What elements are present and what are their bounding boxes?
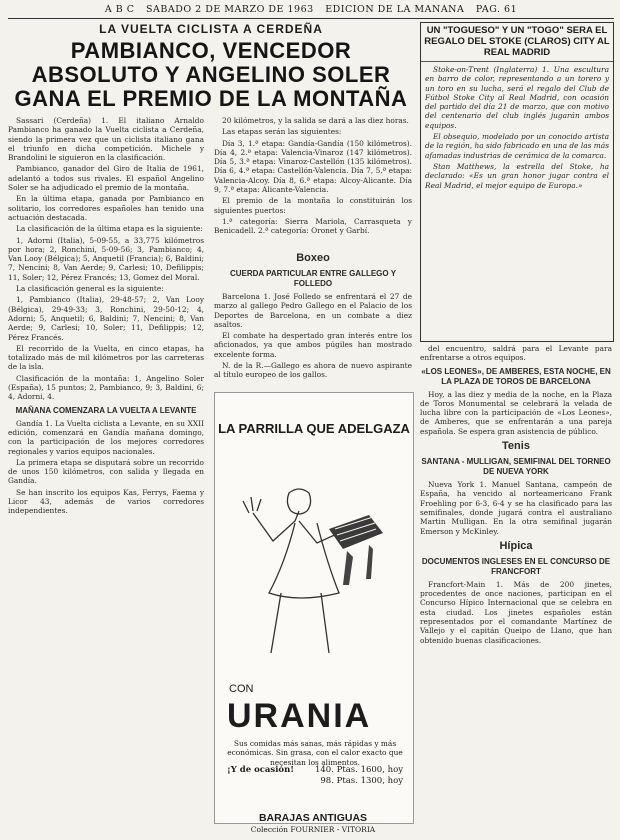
levante-paragraph: Día 3, 1.ª etapa: Gandía-Gandía (150 kilómetros). Día 4, 2.ª etapa: Valencia-Vinaroz (147 kilómetros). Día 5, 3.ª etapa: Vinaroz-Castellón (135 kilómetros). Día 6, 4.ª etapa: Castellón-Valencia. Día 7, 5.ª etapa: Valencia-Alcoy. Día 8, 6.ª etapa: Alcoy-Alicante. Día 9, 7.ª etapa: Alicante-Valencia.: [214, 138, 412, 195]
main-story-paragraph: Clasificación de la montaña: 1, Angelino Soler (España), 15 puntos; 2, Pambianco, 9; 3, Baldini, 6; 4, Adorni, 4.: [8, 373, 204, 402]
levante-subhead: MAÑANA COMENZARA LA VUELTA A LEVANTE: [15, 405, 197, 415]
cards-ad-title: BARAJAS ANTIGUAS: [258, 812, 368, 824]
football-boxed-story: [420, 22, 614, 342]
main-story-header: [8, 22, 414, 115]
ad-prefix: CON: [229, 683, 254, 695]
main-story-paragraph: Sassari (Cerdeña) 1. El italiano Arnaldo Pambianco ha ganado la Vuelta ciclista a Cerdeña, siendo la primera vez que un ciclista italiano gana el triunfo en dicha competición. Michele y Brandolini le siguieron en la clasificación.: [8, 116, 204, 163]
equestrian-headline: DOCUMENTOS INGLESES EN EL CONCURSO DE FRANCFORT: [421, 556, 611, 576]
ad-slogan: LA PARRILLA QUE ADELGAZA: [218, 421, 410, 436]
levante-paragraph: Gandía 1. La Vuelta ciclista a Levante, en su XXII edición, comenzará en Gandía mañana domingo, con la participación de los mejores corredores regionales y varios equipos nacionales.: [8, 418, 204, 456]
levante-paragraph: La primera etapa se disputará sobre un recorrido de unos 150 kilómetros, con salida y llegada en Gandía.: [8, 457, 204, 486]
boxing-paragraph: El combate ha despertado gran interés entre los aficionados, ya que ambos púgiles han mostrado excelente forma.: [214, 331, 412, 359]
woman-with-grill-illustration: [229, 473, 399, 673]
equestrian-section-title: Hípica: [499, 539, 533, 552]
boxing-headline: CUERDA PARTICULAR ENTRE GALLEGO Y FOLLEDO: [229, 269, 397, 288]
ad-price-label: ¡Y de ocasión!: [227, 765, 295, 775]
right-column: [420, 344, 612, 836]
boxing-paragraph: N. de la R.—Gallego es ahora de nuevo aspirante al título europeo de los gallos.: [214, 361, 412, 380]
equestrian-text: Francfort-Main 1. Más de 200 jinetes, procedentes de once naciones, participan en el Concurso Hípico Internacional que se celebra en esta ciudad. Los jinetes españoles están representados por el comandante Martínez de Vallejo y el capitán Queipo de Llano, que han obtenido buenas clasificaciones.: [420, 579, 612, 645]
boxing-section-title: Boxeo: [296, 252, 330, 264]
ad-price-amount: 140. Ptas. 1600, hoy: [314, 765, 403, 775]
boxing-paragraph: Barcelona 1. José Folledo se enfrentará el 27 de marzo al gallego Pedro Gallego en el Palacio de los Deportes de Barcelona, en un combate a diez asaltos.: [214, 292, 412, 329]
cards-ad-subtitle: Colección FOURNIER - VITORIA: [250, 825, 376, 834]
ad-price-row: [227, 765, 403, 776]
football-paragraph: El obsequio, modelado por un conocido artista de la región, ha sido fabricado en una de las más afamadas industrias de cerámica de la comarca.: [425, 132, 609, 160]
col3-intro: del encuentro, saldrá para el Levante para enfrentarse a otros equipos.: [420, 344, 612, 363]
wrestling-text: Hoy, a las diez y media de la noche, en la Plaza de Toros Monumental se celebrará la velada de lucha libre con la participación de «Los Leones», de Amberes, que se enfrentarán a una pareja española. Se espera gran asistencia de público.: [420, 389, 612, 436]
main-story-paragraph: 1, Pambianco (Italia), 29-48-57; 2, Van Looy (Bélgica), 29-49-33; 3, Ronchini, 29-50-12; 4, Adorni; 5, Anquetil; 6, Baldini; 7, Nencini; 8, Van Aerde; 9, Carlesi; 10, Soler; 11, Defilippis; 12, Pérez Francés.: [8, 295, 204, 342]
folio-paper: A B C: [104, 4, 135, 15]
levante-paragraph: Se han inscrito los equipos Kas, Ferrys, Faema y Licor 43, además de varios corredores independientes.: [8, 487, 204, 516]
ad-prices: [227, 765, 403, 787]
page-folio: [8, 4, 614, 19]
main-story-headline: PAMBIANCO, VENCEDOR ABSOLUTO Y ANGELINO SOLER GANA EL PREMIO DE LA MONTAÑA: [14, 38, 408, 111]
folio-date: SABADO 2 DE MARZO DE 1963: [146, 4, 314, 15]
football-body: [421, 62, 613, 195]
main-story-paragraph: 1, Adorni (Italia), 5-09-55, a 33,775 kilómetros por hora; 2, Ronchini, 5-09-56; 3, Pambianco; 4, Van Looy (Bélgica); 5, Anquetil (Francia); 6, Baldini; 7, Nencini; 8, Van Aerde; 9, Carlesi; 10, Defilippis; 11, Soler; 12, Pérez Francés; 13, Gomez del Moral.: [8, 235, 204, 282]
ad-brand: URANIA: [227, 697, 372, 735]
main-story-paragraph: Pambianco, ganador del Giro de Italia de 1961, adelantó a todos sus rivales. El español Angelino Soler se ha adjudicado el premio de la montaña.: [8, 164, 204, 193]
ad-price-amount: 98. Ptas. 1300, hoy: [320, 776, 403, 786]
levante-paragraph: Las etapas serán las siguientes:: [222, 127, 342, 137]
tennis-text: Nueva York 1. Manuel Santana, campeón de España, ha vencido al norteamericano Frank Froehling por 6-3, 6-4 y se ha clasificado para las semifinales, donde jugará contra el australiano Martin Mulligan. En la otra semifinal jugarán Emerson y McKinley.: [420, 480, 612, 536]
football-headline: UN "TOGUESO" Y UN "TOGO" SERA EL REGALO DEL STOKE (CLAROS) CITY AL REAL MADRID: [421, 23, 613, 62]
main-story-kicker: LA VUELTA CICLISTA A CERDEÑA: [99, 22, 323, 36]
football-paragraph: Stan Matthews, la estrella del Stoke, ha declarado: «Es un gran honor jugar contra el Real Madrid, el mejor equipo de Europa.»: [425, 161, 609, 190]
ad-price-row: [227, 776, 403, 787]
wrestling-headline: «LOS LEONES», DE AMBERES, ESTA NOCHE, EN LA PLAZA DE TOROS DE BARCELONA: [421, 366, 611, 386]
boxing-column: [214, 248, 412, 386]
main-story-paragraph: El recorrido de la Vuelta, en cinco etapas, ha totalizado más de mil kilómetros por las carreteras de la isla.: [8, 343, 204, 372]
main-story-paragraph: En la última etapa, ganada por Pambianco en solitario, los corredores españoles han tenido una actuación destacada.: [8, 194, 204, 222]
levante-paragraph: 20 kilómetros, y la salida se dará a las diez horas.: [222, 116, 409, 125]
ad-description: Sus comidas más sanas, más rápidas y más económicas. Sin grasa, con el calor exacto que necesitan los alimentos.: [227, 739, 403, 767]
levante-paragraph: El premio de la montaña lo constituirán los siguientes puertos:: [214, 196, 412, 215]
football-paragraph: Stoke-on-Trent (Inglaterra) 1. Una escultura en barro de color, representando a un torero y un toro en su lucha, será el regalo del Club de Fútbol Stoke City al Real Madrid, con ocasión del partido del día 21 de marzo, que con motivo del centenario del club inglés jugarán ambos equipos.: [425, 65, 609, 130]
main-story-paragraph: La clasificación general es la siguiente:: [16, 284, 164, 294]
main-story-column-1: [8, 116, 204, 836]
levante-paragraph: 1.ª categoría: Sierra Mariola, Carrasqueta y Benicadell. 2.ª categoría: Oronet y Garbí.: [214, 216, 412, 236]
folio-edition: EDICION DE LA MAÑANA: [325, 4, 465, 15]
newspaper-page: [8, 4, 614, 836]
tennis-headline: SANTANA - MULLIGAN, SEMIFINAL DEL TORNEO DE NUEVA YORK: [421, 457, 611, 477]
urania-advertisement: [214, 392, 414, 824]
cards-advertisement: [214, 812, 412, 836]
folio-page: PAG. 61: [475, 4, 518, 15]
main-story-paragraph: La clasificación de la última etapa es la siguiente:: [16, 224, 203, 234]
tennis-section-title: Tenis: [502, 440, 530, 453]
main-story-column-2: [214, 116, 412, 244]
